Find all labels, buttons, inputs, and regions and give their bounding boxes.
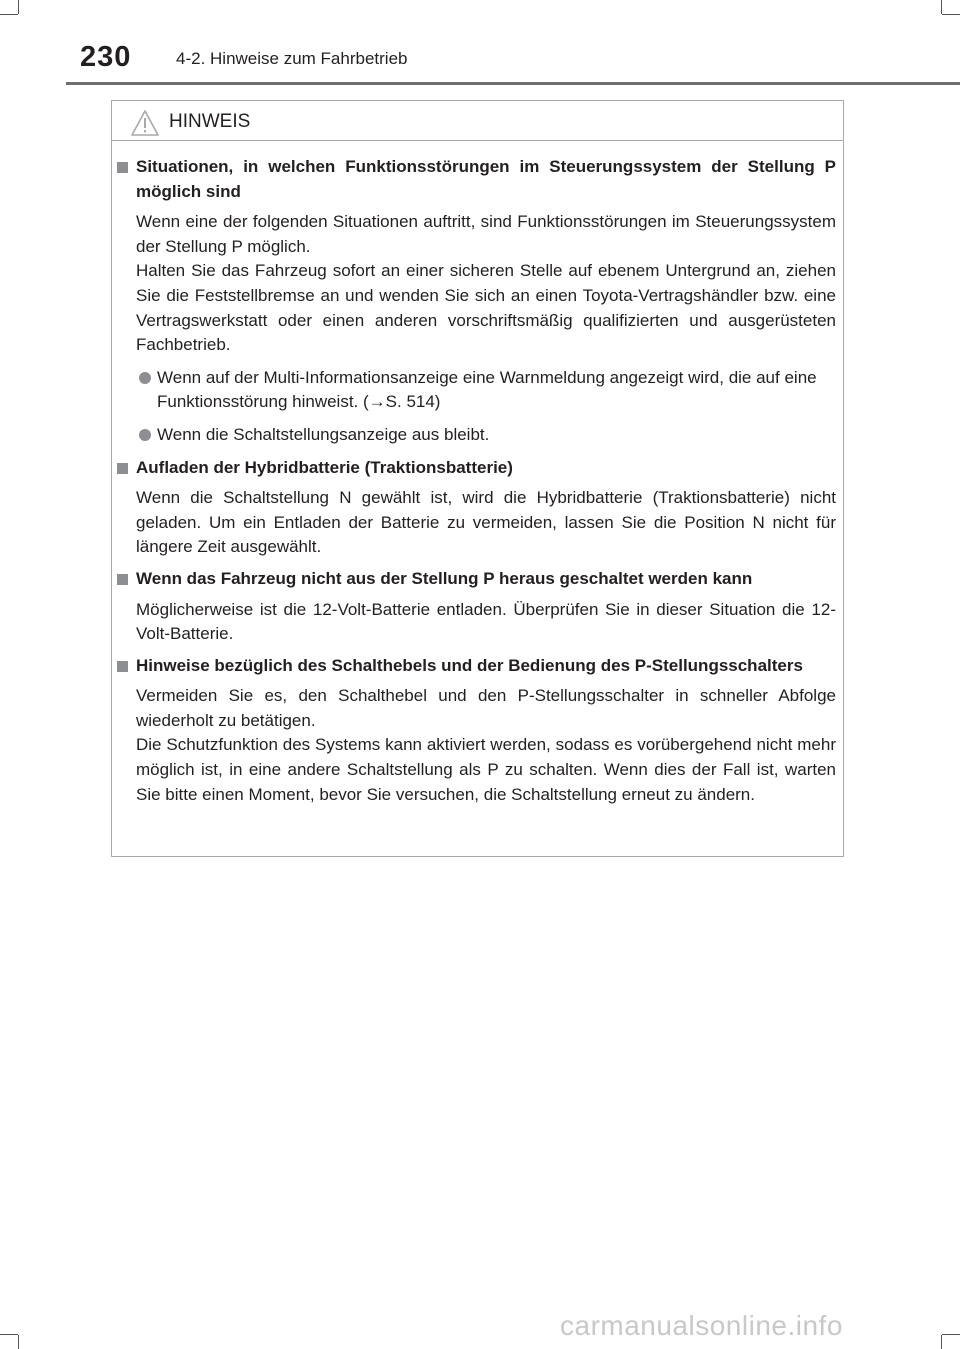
square-bullet-icon — [117, 162, 128, 173]
bullet-text: Wenn auf der Multi-Informationsanzeige eine Warnmeldung angezeigt wird, die auf eine Funktionsstörung hinweist. (→S. 514) — [157, 367, 817, 412]
crop-mark — [0, 1334, 18, 1335]
warning-triangle-icon — [130, 109, 160, 137]
bullet-list — [136, 366, 836, 448]
notice-content — [112, 155, 843, 814]
square-bullet-icon — [117, 463, 128, 474]
page-number: 230 — [80, 41, 132, 73]
circle-bullet-icon — [139, 429, 151, 441]
item-paragraph: Wenn eine der folgenden Situationen auftritt, sind Funktionsstörungen im Steuerungssystem der Stellung P möglich. — [136, 212, 836, 256]
item-heading: Wenn das Fahrzeug nicht aus der Stellung P heraus geschaltet werden kann — [136, 568, 753, 588]
square-bullet-icon — [117, 661, 128, 672]
item-heading: Hinweise bezüglich des Schalthebels und der Bedienung des P-Stellungsschalters — [136, 655, 803, 675]
notice-item — [112, 155, 843, 448]
item-paragraph: Die Schutzfunktion des Systems kann aktiviert werden, sodass es vorübergehend nicht mehr möglich ist, in eine andere Schaltstellung als P zu schalten. Wenn dies der Fall ist, warten Sie bitte einen Moment, bevor Sie versuchen, die Schaltstellung erneut zu ändern. — [136, 735, 836, 804]
watermark: carmanualsonline.info — [560, 1310, 843, 1341]
page-header — [0, 0, 960, 86]
notice-item — [112, 456, 843, 560]
notice-item — [112, 654, 843, 808]
notice-item — [112, 567, 843, 647]
item-heading: Situationen, in welchen Funktionsstörungen im Steuerungssystem der Stellung P möglich sind — [136, 157, 836, 201]
bullet-text: Wenn die Schaltstellungsanzeige aus bleibt. — [157, 424, 490, 444]
crop-mark — [941, 1335, 942, 1349]
crop-mark — [942, 1334, 960, 1335]
notice-header — [112, 101, 843, 141]
square-bullet-icon — [117, 574, 128, 585]
bullet-item — [136, 366, 836, 415]
bullet-item — [136, 423, 836, 448]
item-heading: Aufladen der Hybridbatterie (Traktionsbatterie) — [136, 457, 513, 477]
item-paragraph: Halten Sie das Fahrzeug sofort an einer sicheren Stelle auf ebenem Untergrund an, ziehen Sie die Feststellbremse an und wenden Sie sich an einen Toyota-Vertragshändler bzw. eine Vertragswerkstatt oder einen anderen vorschriftsmäßig qualifizierten und ausgerüsteten Fachbetrieb. — [136, 261, 836, 355]
item-paragraph: Vermeiden Sie es, den Schalthebel und den P-Stellungsschalter in schneller Abfolge wiederholt zu betätigen. — [136, 686, 836, 730]
notice-box — [111, 100, 844, 857]
notice-title: HINWEIS — [169, 111, 251, 132]
item-paragraph: Wenn die Schaltstellung N gewählt ist, wird die Hybridbatterie (Traktionsbatterie) nicht geladen. Um ein Entladen der Batterie zu vermeiden, lassen Sie die Position N nicht für längere Zeit ausgewählt. — [136, 488, 836, 557]
circle-bullet-icon — [139, 372, 151, 384]
header-rule — [66, 82, 960, 85]
section-title: 4-2. Hinweise zum Fahrbetrieb — [176, 49, 408, 68]
crop-mark — [18, 1335, 19, 1349]
item-paragraph: Möglicherweise ist die 12-Volt-Batterie entladen. Überprüfen Sie in dieser Situation die 12-Volt-Batterie. — [136, 599, 836, 644]
